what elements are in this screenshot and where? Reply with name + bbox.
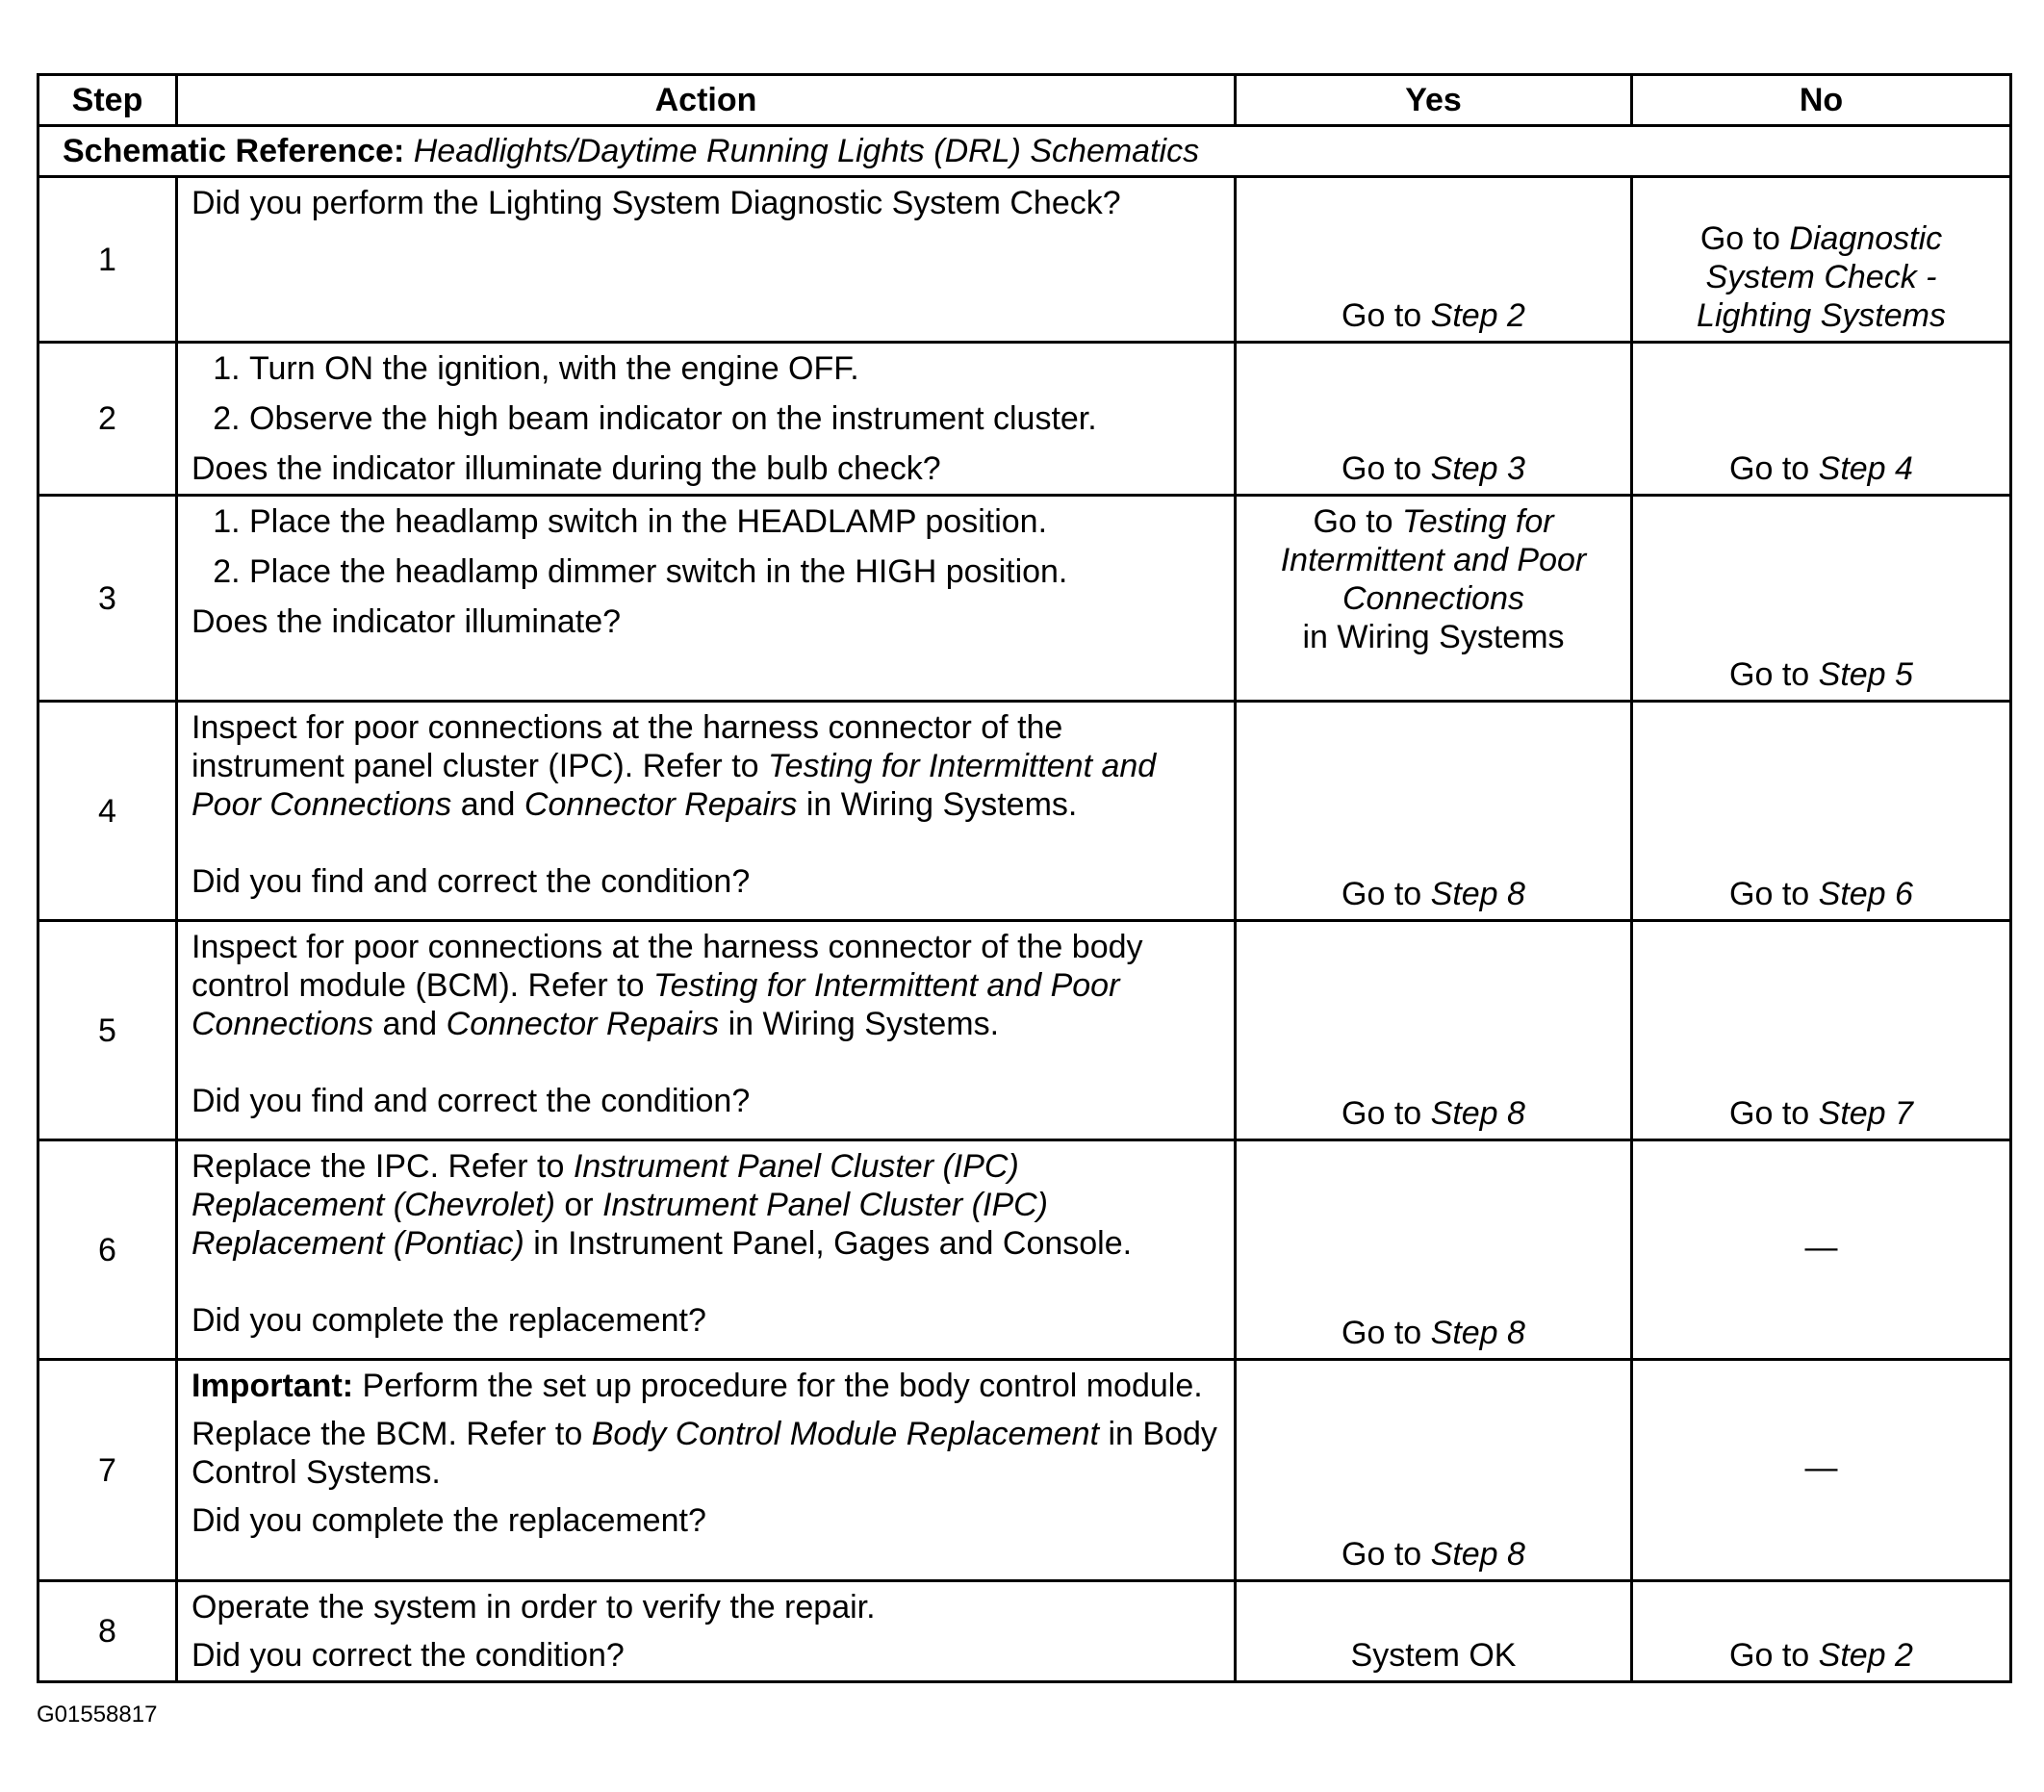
reference-link: Instrument Panel Cluster (IPC) Replacement (Pontiac) (192, 1187, 1048, 1262)
question-text: Did you complete the replacement? (192, 1502, 706, 1539)
header-step: Step (38, 75, 177, 126)
reference-link: Body Control Module Replacement (591, 1416, 1100, 1452)
action-list (192, 349, 1220, 438)
yes-suffix: in Wiring Systems (1302, 619, 1565, 655)
no-cell: — (1632, 1140, 2011, 1360)
no-cell: — (1632, 1360, 2011, 1581)
figure-id: G01558817 (37, 1702, 158, 1728)
action-cell (177, 343, 1236, 496)
question-text: Does the indicator illuminate? (192, 603, 622, 640)
yes-cell: Go to Step 8 (1236, 1140, 1632, 1360)
yes-cell: Go to Step 8 (1236, 921, 1632, 1140)
header-no: No (1632, 75, 2011, 126)
table-row (38, 496, 2011, 702)
action-item: 1. Turn ON the ignition, with the engine OFF. (249, 349, 1220, 388)
yes-cell: Go to Testing for Intermittent and Poor Connections in Wiring Systems (1236, 496, 1632, 702)
yes-link: Step 8 (1430, 1315, 1525, 1351)
table-row (38, 702, 2011, 921)
instruction-text: Replace the IPC. Refer to Instrument Panel Cluster (IPC) Replacement (Chevrolet) or Instrument Panel Cluster (IPC) Replacement (Pontiac) in Instrument Panel, Gages and Console. (192, 1148, 1133, 1262)
yes-link: Step 8 (1430, 1536, 1525, 1573)
action-item: 1. Place the headlamp switch in the HEADLAMP position. (249, 502, 1220, 541)
diagnostic-table (37, 73, 2012, 1683)
table-row (38, 1140, 2011, 1360)
step-number: 1 (38, 177, 177, 343)
reference-link: Testing for Intermittent and Poor Connections (192, 748, 1157, 823)
action-cell (177, 921, 1236, 1140)
table-row (38, 343, 2011, 496)
yes-cell: System OK (1236, 1581, 1632, 1682)
reference-link: Connector Repairs (446, 1006, 720, 1042)
no-link: Diagnostic System Check - Lighting Systems (1697, 220, 1946, 334)
important-label: Important: (192, 1368, 354, 1404)
no-cell: Go to Step 2 (1632, 1581, 2011, 1682)
question-text: Did you find and correct the condition? (192, 1083, 751, 1119)
header-yes: Yes (1236, 75, 1632, 126)
instruction-text: Operate the system in order to verify the repair. (192, 1589, 876, 1626)
no-link: Step 7 (1818, 1095, 1913, 1132)
yes-link: Step 8 (1430, 876, 1525, 912)
table-row (38, 921, 2011, 1140)
action-cell (177, 702, 1236, 921)
no-link: Step 4 (1818, 450, 1913, 487)
table-row (38, 1581, 2011, 1682)
table-row (38, 1360, 2011, 1581)
question-text: Did you correct the condition? (192, 1637, 625, 1674)
yes-link: Step 8 (1430, 1095, 1525, 1132)
yes-link: Step 2 (1430, 297, 1525, 334)
table-row (38, 177, 2011, 343)
step-number: 3 (38, 496, 177, 702)
action-list (192, 502, 1220, 591)
schematic-row (38, 126, 2011, 177)
action-cell (177, 1581, 1236, 1682)
question-text: Does the indicator illuminate during the bulb check? (192, 450, 941, 487)
no-link: Step 5 (1818, 656, 1913, 693)
no-link: Step 2 (1818, 1637, 1913, 1674)
schematic-label: Schematic Reference: (63, 133, 405, 169)
step-number: 7 (38, 1360, 177, 1581)
no-cell: Go to Step 7 (1632, 921, 2011, 1140)
no-cell: Go to Step 4 (1632, 343, 2011, 496)
important-note: Important: Perform the set up procedure for the body control module. (192, 1368, 1203, 1404)
yes-cell: Go to Step 3 (1236, 343, 1632, 496)
instruction-text: Inspect for poor connections at the harness connector of the body control module (BCM). Refer to Testing for Intermittent and Poor Connections and Connector Repairs in Wiring Systems. (192, 929, 1143, 1042)
action-cell (177, 1140, 1236, 1360)
question-text: Did you find and correct the condition? (192, 863, 751, 900)
no-link: Step 6 (1818, 876, 1913, 912)
no-cell: Go to Step 5 (1632, 496, 2011, 702)
yes-link: Testing for Intermittent and Poor Connections (1280, 503, 1587, 617)
schematic-link: Headlights/Daytime Running Lights (DRL) Schematics (413, 133, 1200, 169)
question-text: Did you perform the Lighting System Diagnostic System Check? (192, 185, 1121, 221)
instruction-text: Replace the BCM. Refer to Body Control Module Replacement in Body Control Systems. (192, 1416, 1217, 1491)
step-number: 4 (38, 702, 177, 921)
step-number: 8 (38, 1581, 177, 1682)
yes-cell: Go to Step 8 (1236, 1360, 1632, 1581)
step-number: 2 (38, 343, 177, 496)
action-cell (177, 496, 1236, 702)
header-row (38, 75, 2011, 126)
reference-link: Testing for Intermittent and Poor Connections (192, 967, 1120, 1042)
step-number: 5 (38, 921, 177, 1140)
header-action: Action (177, 75, 1236, 126)
action-item: 2. Place the headlamp dimmer switch in the HIGH position. (249, 552, 1220, 591)
reference-link: Connector Repairs (524, 786, 798, 823)
action-item: 2. Observe the high beam indicator on the instrument cluster. (249, 399, 1220, 438)
schematic-reference (38, 126, 2011, 177)
action-cell (177, 1360, 1236, 1581)
no-cell: Go to Diagnostic System Check - Lighting Systems (1632, 177, 2011, 343)
action-cell (177, 177, 1236, 343)
yes-link: Step 3 (1430, 450, 1525, 487)
yes-cell: Go to Step 2 (1236, 177, 1632, 343)
instruction-text: Inspect for poor connections at the harness connector of the instrument panel cluster (IPC). Refer to Testing for Intermittent and Poor Connections and Connector Repairs in Wiring Systems. (192, 709, 1157, 823)
step-number: 6 (38, 1140, 177, 1360)
question-text: Did you complete the replacement? (192, 1302, 706, 1339)
no-cell: Go to Step 6 (1632, 702, 2011, 921)
yes-cell: Go to Step 8 (1236, 702, 1632, 921)
reference-link: Instrument Panel Cluster (IPC) Replacement (Chevrolet) (192, 1148, 1019, 1223)
